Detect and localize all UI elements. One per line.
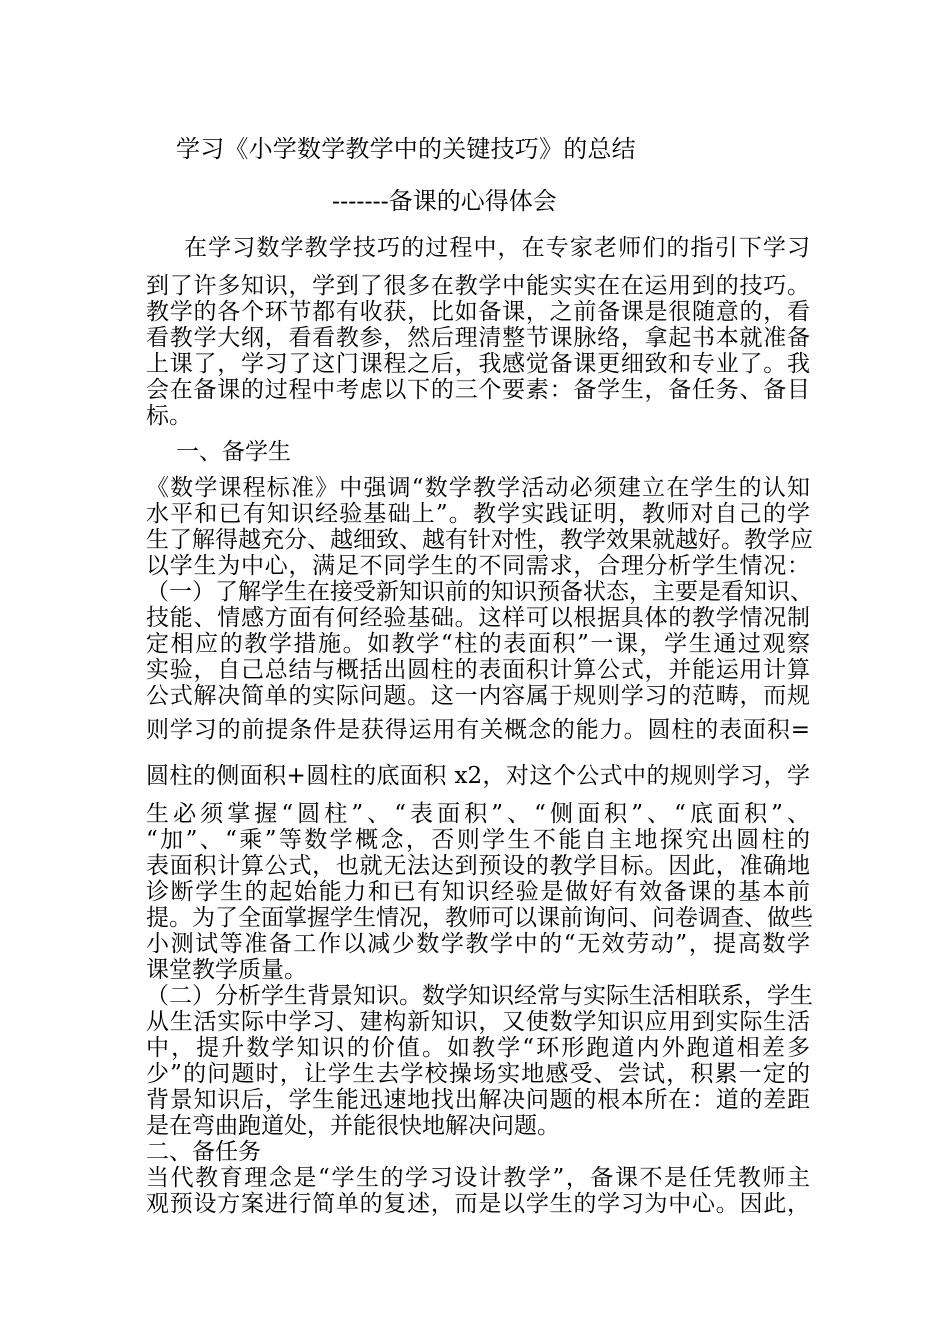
paragraph-line: 定相应的教学措施。如教学“柱的表面积”一课，学生通过观察 — [146, 631, 810, 657]
paragraph-line: 上课了，学习了这门课程之后，我感觉备课更细致和专业了。我 — [146, 351, 810, 377]
paragraph-line: 表面积计算公式，也就无法达到预设的教学目标。因此，准确地 — [146, 853, 810, 879]
paragraph-line: 看教学大纲，看看教参，然后理清整节课脉络，拿起书本就准备 — [146, 325, 810, 351]
paragraph-line: 小测试等准备工作以减少数学教学中的“无效劳动”，提高数学 — [146, 931, 810, 957]
paragraph-line: 实验，自己总结与概括出圆柱的表面积计算公式，并能运用计算 — [146, 657, 810, 683]
paragraph-line: “加”、“乘”等数学概念，否则学生不能自主地探究出圆柱的 — [146, 827, 810, 853]
paragraph-line: 到了许多知识，学到了很多在教学中能实实在在运用到的技巧。 — [146, 273, 810, 299]
paragraph-line: （二）分析学生背景知识。数学知识经常与实际生活相联系，学生 — [146, 983, 813, 1009]
paragraph-line: 水平和已有知识经验基础上”。教学实践证明，教师对自己的学 — [146, 501, 810, 527]
paragraph-line: （一）了解学生在接受新知识前的知识预备状态，主要是看知识、 — [146, 579, 813, 605]
paragraph-line: 从生活实际中学习、建构新知识，又使数学知识应用到实际生活 — [146, 1009, 810, 1035]
paragraph-line: 当代教育理念是“学生的学习设计教学”，备课不是任凭教师主 — [146, 1165, 810, 1191]
paragraph-line: 以学生为中心，满足不同学生的不同需求，合理分析学生情况： — [146, 553, 810, 579]
paragraph-line: 课堂教学质量。 — [146, 957, 307, 983]
paragraph-line: 中，提升数学知识的价值。如教学“环形跑道内外跑道相差多 — [146, 1035, 810, 1061]
document-title: 学习《小学数学教学中的关键技巧》的总结 — [176, 135, 636, 163]
paragraph-line: 则学习的前提条件是获得运用有关概念的能力。圆柱的表面积= — [146, 717, 810, 743]
paragraph-line: 背景知识后，学生能迅速地找出解决问题的根本所在：道的差距 — [146, 1087, 810, 1113]
paragraph-line: 标。 — [146, 403, 192, 429]
paragraph-line: 教学的各个环节都有收获，比如备课，之前备课是很随意的，看 — [146, 299, 810, 325]
document-subtitle: -------备课的心得体会 — [332, 187, 557, 215]
paragraph-line: 少”的问题时，让学生去学校操场实地感受、尝试，积累一定的 — [146, 1061, 810, 1087]
paragraph-line: 公式解决简单的实际问题。这一内容属于规则学习的范畴，而规 — [146, 683, 810, 709]
section-heading: 二、备任务 — [146, 1139, 261, 1165]
paragraph-line: 圆柱的侧面积+圆柱的底面积 x2，对这个公式中的规则学习，学 — [146, 763, 810, 789]
paragraph-line: 《数学课程标准》中强调“数学教学活动必须建立在学生的认知 — [146, 475, 810, 501]
paragraph-line: 是在弯曲跑道处，并能很快地解决问题。 — [146, 1113, 560, 1139]
paragraph-line: 在学习数学教学技巧的过程中，在专家老师们的指引下学习 — [184, 235, 810, 261]
paragraph-line: 技能、情感方面有何经验基础。这样可以根据具体的教学情况制 — [146, 605, 810, 631]
paragraph-line: 观预设方案进行简单的复述，而是以学生的学习为中心。因此， — [146, 1191, 810, 1217]
paragraph-line: 诊断学生的起始能力和已有知识经验是做好有效备课的基本前 — [146, 879, 810, 905]
paragraph-line: 生必须掌握“圆柱”、“表面积”、“侧面积”、“底面积”、 — [146, 801, 810, 827]
paragraph-line: 提。为了全面掌握学生情况，教师可以课前询问、问卷调查、做些 — [146, 905, 813, 931]
paragraph-line: 会在备课的过程中考虑以下的三个要素：备学生，备任务、备目 — [146, 377, 810, 403]
section-heading: 一、备学生 — [176, 439, 291, 465]
paragraph-line: 生了解得越充分、越细致、越有针对性，教学效果就越好。教学应 — [146, 527, 813, 553]
